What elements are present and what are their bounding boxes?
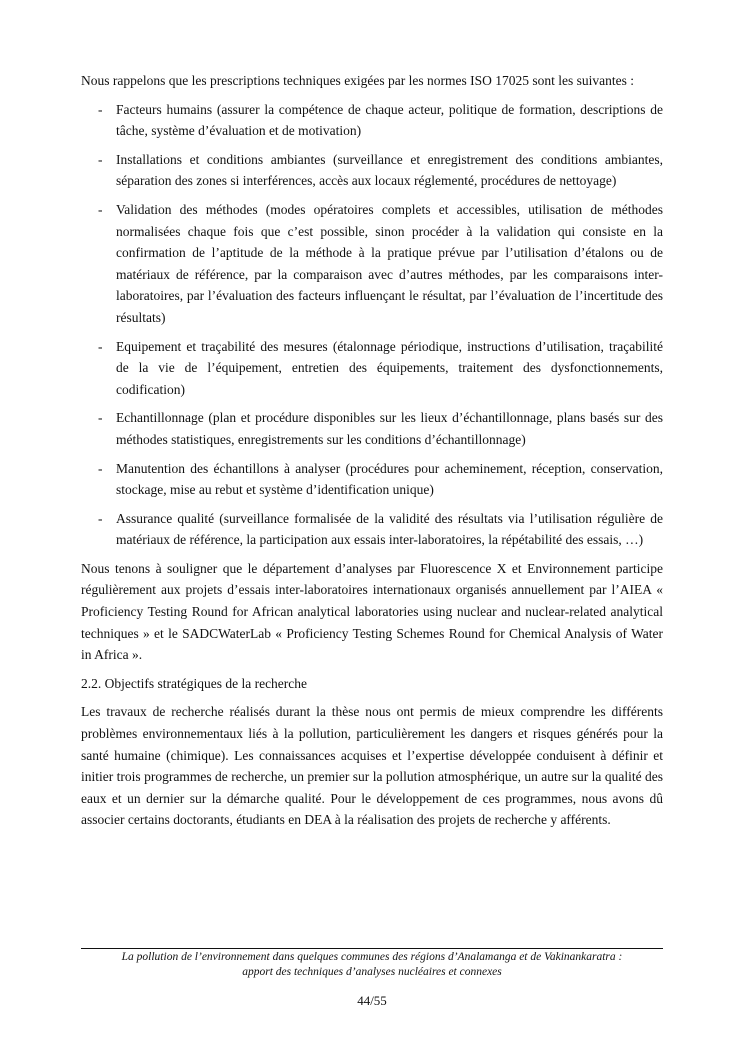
list-item (81, 149, 663, 192)
list-item (81, 407, 663, 450)
list-marker: - (98, 201, 103, 217)
running-footer (81, 950, 663, 980)
list-item (81, 458, 663, 501)
list-marker: - (98, 338, 103, 354)
list-item-text: Installations et conditions ambiantes (surveillance et enregistrement des conditions ambiantes, séparation des zones si interférences, accès aux locaux réglementé, procédures de nettoyage) (116, 151, 663, 189)
intro-paragraph: Nous rappelons que les prescriptions techniques exigées par les normes ISO 17025 sont les suivantes : (81, 73, 635, 88)
footer-title-line-2: apport des techniques d’analyses nucléaires et connexes (242, 966, 502, 978)
list-marker: - (98, 410, 103, 426)
list-item-text: Manutention des échantillons à analyser (procédures pour acheminement, réception, conservation, stockage, mise au rebut et système d’identification unique) (116, 460, 663, 498)
list-item-text: Facteurs humains (assurer la compétence de chaque acteur, politique de formation, descriptions de tâche, système d’évaluation et de motivation) (116, 101, 663, 139)
requirements-list (81, 99, 663, 551)
list-item (81, 336, 663, 401)
list-marker: - (98, 510, 103, 526)
list-marker: - (98, 101, 103, 117)
list-item (81, 99, 663, 142)
list-item-text: Assurance qualité (surveillance formalisée de la validité des résultats via l’utilisation régulière de matériaux de référence, la participation aux essais inter-laboratoires, la répétabilité des essais, …) (116, 510, 663, 548)
list-marker: - (98, 151, 103, 167)
list-item-text: Echantillonnage (plan et procédure disponibles sur les lieux d’échantillonnage, plans basés sur des méthodes statistiques, enregistrements sur les conditions d’échantillonnage) (116, 410, 663, 447)
research-paragraph: Les travaux de recherche réalisés durant la thèse nous ont permis de mieux comprendre les différents problèmes environnementaux liés à la pollution, particulièrement les dangers et risques générés pour la santé humaine (chimique). Les connaissances acquises et l’expertise développée conduisent à définir et initier trois programmes de recherche, un premier sur la pollution atmosphérique, un autre sur la qualité des eaux et un dernier sur la démarche qualité. Pour le développement de ces programmes, nous avons dû associer certains doctorants, étudiants en DEA à la réalisation des projets de recherche y afférents. (81, 704, 663, 828)
participation-paragraph: Nous tenons à souligner que le département d’analyses par Fluorescence X et Environnement participe régulièrement aux projets d’essais inter-laboratoires internationaux organisés annuellement par l’AIEA « Proficiency Testing Round for African analytical laboratories using nuclear and nuclear-related analytical techniques » et le SADCWaterLab « Proficiency Testing Schemes Round for Chemical Analysis of Water in Africa ». (81, 560, 663, 663)
list-marker: - (98, 460, 103, 476)
section-heading: 2.2. Objectifs stratégiques de la recherche (81, 675, 308, 691)
document-body (81, 70, 663, 838)
footer-divider (81, 948, 663, 949)
page-number: 44/55 (357, 993, 387, 1008)
list-item (81, 199, 663, 329)
footer-title-line-1: La pollution de l’environnement dans quelques communes des régions d’Analamanga et de Vakinankaratra : (121, 951, 623, 963)
list-item (81, 508, 663, 551)
list-item-text: Validation des méthodes (modes opératoires complets et accessibles, utilisation de méthodes normalisées chaque fois que c’est possible, sinon procéder à la validation qui consiste en la confirmation de l’aptitude de la méthode à la pratique prévue par l’utilisation d’étalons ou de matériaux de référence, par la comparaison avec d’autres méthodes, par les comparaisons inter-laboratoires, par l’évaluation des facteurs influençant le résultat, par l’évaluation de l’incertitude des résultats) (116, 201, 663, 325)
list-item-text: Equipement et traçabilité des mesures (étalonnage périodique, instructions d’utilisation, traçabilité de la vie de l’équipement, entretien des équipements, traitement des dysfonctionnements, codification) (116, 338, 663, 397)
